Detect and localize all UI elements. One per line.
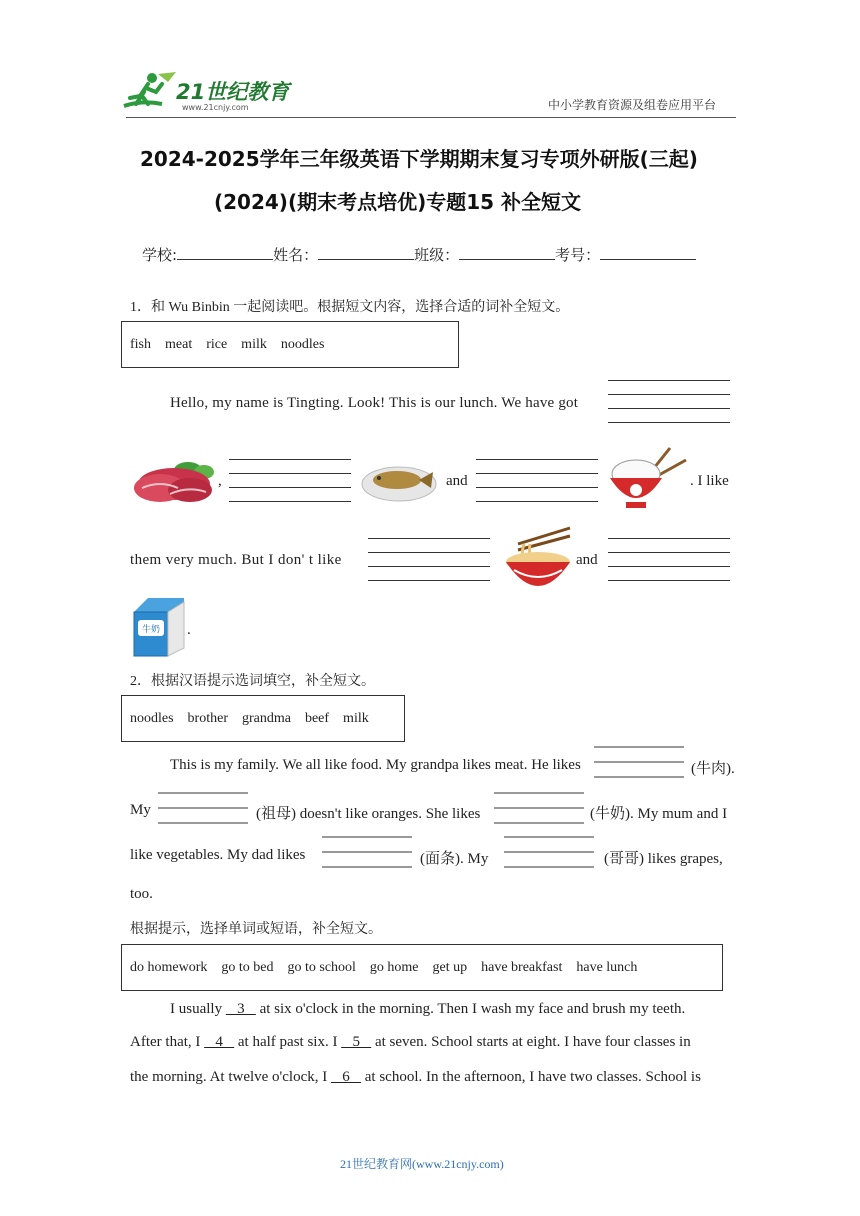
q3-line2 (130, 1034, 691, 1051)
runner-logo-icon (122, 70, 180, 115)
q1-blank-5[interactable] (608, 538, 730, 594)
school-field[interactable] (177, 259, 273, 260)
q2-too: too. (130, 886, 153, 902)
q1-blank-2[interactable] (229, 459, 351, 515)
q2-line1: This is my family. We all like food. My grandpa likes meat. He likes (170, 757, 581, 773)
q1-blank-3[interactable] (476, 459, 598, 515)
q1-word-box: fish meat rice milk noodles (121, 321, 459, 368)
platform-name: 中小学教育资源及组卷应用平台 (548, 98, 717, 112)
q1-i-like: . I like (690, 473, 729, 489)
meat-image (130, 454, 218, 506)
q2-line3: like vegetables. My dad likes (130, 847, 306, 863)
q3-l2b: at half past six. I (234, 1034, 342, 1050)
footer[interactable]: 21世纪教育网(www.21cnjy.com) (340, 1157, 504, 1171)
name-field[interactable] (318, 259, 414, 260)
number-label: 考号： (555, 246, 601, 264)
q3-line1 (170, 1001, 685, 1018)
q3-l2a: After that, I (130, 1034, 205, 1050)
q1-period: . (187, 622, 191, 638)
q2-blank-milk[interactable] (494, 792, 584, 837)
q1-comma: , (218, 473, 222, 489)
page-title-line2: (2024)(期末考点培优)专题15 补全短文 (214, 190, 582, 214)
q2-word-box: noodles brother grandma beef milk (121, 695, 405, 742)
q2-hint-noodles: (面条). My (420, 851, 489, 867)
q1-and-1: and (446, 473, 468, 489)
svg-text:牛奶: 牛奶 (141, 625, 161, 635)
q3-l3b: at school. In the afternoon, I have two classes. School is (361, 1069, 701, 1085)
q2-my: My (130, 802, 151, 818)
header-rule (126, 117, 736, 118)
q1-para-line3: them very much. But I don' t like (130, 552, 342, 568)
blank-5[interactable]: 5 (341, 1034, 372, 1050)
q2-hint-brother: (哥哥) likes grapes, (604, 851, 723, 867)
q1-blank-1[interactable] (608, 380, 730, 436)
q2-blank-beef[interactable] (594, 746, 684, 791)
info-line (142, 244, 696, 265)
rice-bowl-image (606, 446, 690, 514)
class-label: 班级： (414, 246, 460, 264)
q3-line3 (130, 1069, 701, 1086)
q2-blank-noodles[interactable] (322, 836, 412, 881)
school-label: 学校: (142, 246, 178, 264)
logo (122, 70, 292, 115)
q2-hint-beef: (牛肉). (691, 761, 735, 777)
class-field[interactable] (459, 259, 555, 260)
milk-carton-image (130, 596, 188, 658)
logo-url: www.21cnjy.com (182, 103, 249, 112)
noodles-image (504, 526, 574, 592)
q3-l1b: at six o'clock in the morning. Then I wash my face and brush my teeth. (255, 1001, 686, 1017)
q3-l3a: the morning. At twelve o'clock, I (130, 1069, 331, 1085)
q3-l1a: I usually (170, 1001, 226, 1017)
q1-para-line1: Hello, my name is Tingting. Look! This is our lunch. We have got (170, 395, 579, 411)
q3-word-box: do homework go to bed go to school go home get up have breakfast have lunch (121, 944, 723, 991)
name-label: 姓名： (273, 246, 319, 264)
q2-hint-milk: (牛奶). My mum and I (590, 806, 728, 822)
blank-3[interactable]: 3 (225, 1001, 256, 1017)
q3-prompt: 根据提示，选择单词或短语，补全短文。 (130, 922, 382, 937)
page-title-line1: 2024-2025学年三年级英语下学期期末复习专项外研版(三起) (140, 147, 698, 171)
q2-prompt: 2．根据汉语提示选词填空，补全短文。 (130, 674, 375, 689)
blank-6[interactable]: 6 (331, 1069, 361, 1085)
q2-hint-grandma: (祖母) doesn't like oranges. She likes (256, 806, 481, 822)
number-field[interactable] (600, 259, 696, 260)
q3-l2c: at seven. School starts at eight. I have four classes in (371, 1034, 691, 1050)
q1-and-2: and (576, 552, 598, 568)
q2-blank-brother[interactable] (504, 836, 594, 881)
q1-prompt: 1．和 Wu Binbin 一起阅读吧。根据短文内容，选择合适的词补全短文。 (130, 300, 570, 315)
blank-4[interactable]: 4 (204, 1034, 235, 1050)
q2-blank-grandma[interactable] (158, 792, 248, 837)
fish-image (361, 458, 437, 504)
q1-blank-4[interactable] (368, 538, 490, 594)
logo-text: 21世纪教育 (176, 80, 290, 104)
